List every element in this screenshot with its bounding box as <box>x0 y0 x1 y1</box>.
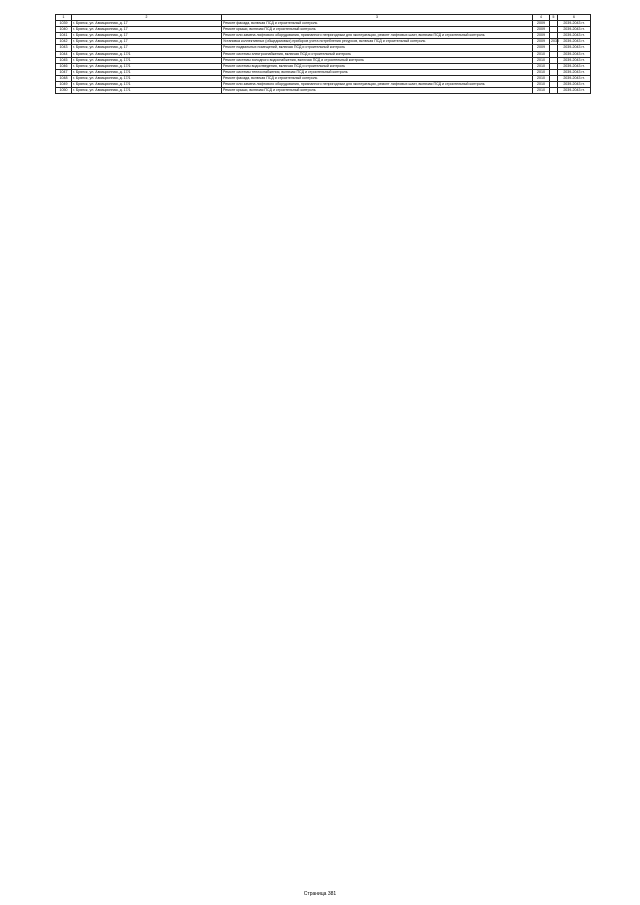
repair-period-cell: 2039-2043 гг. <box>558 69 591 75</box>
address-cell: г. Брянск, ул. Авиационная, д. 17 <box>72 39 222 45</box>
repair-period-cell: 2039-2043 гг. <box>558 33 591 39</box>
repair-period-cell: 2039-2043 гг. <box>558 27 591 33</box>
address-cell: г. Брянск, ул. Авиационная, д. 17/1 <box>72 82 222 88</box>
row-number-cell: 1049 <box>56 82 72 88</box>
address-cell: г. Брянск, ул. Авиационная, д. 17/1 <box>72 88 222 94</box>
work-type-cell: Ремонт крыши, включая ПСД и строительный контроль <box>222 88 533 94</box>
row-number-cell: 1047 <box>56 69 72 75</box>
column-number-cell: 6 <box>558 15 591 21</box>
column-number-cell: 5 <box>550 15 558 21</box>
address-cell: г. Брянск, ул. Авиационная, д. 17/1 <box>72 57 222 63</box>
capital-repair-register-table <box>55 14 591 94</box>
table-row <box>56 88 591 94</box>
row-number-cell: 1044 <box>56 51 72 57</box>
row-number-cell: 1048 <box>56 75 72 81</box>
address-cell: г. Брянск, ул. Авиационная, д. 17/1 <box>72 51 222 57</box>
year-cell: 2009 <box>533 33 550 39</box>
register-sheet <box>55 14 590 94</box>
repair-period-cell: 2039-2043 гг. <box>558 63 591 69</box>
row-number-cell: 1042 <box>56 39 72 45</box>
work-type-cell: Ремонт системы теплоснабжения, включая ПСД и строительный контроль <box>222 69 533 75</box>
work-type-cell: Ремонт фасада, включая ПСД и строительный контроль <box>222 75 533 81</box>
address-cell: г. Брянск, ул. Авиационная, д. 17/1 <box>72 69 222 75</box>
year-cell: 2010 <box>533 57 550 63</box>
repair-period-cell: 2039-2043 гг. <box>558 88 591 94</box>
address-cell: г. Брянск, ул. Авиационная, д. 17/1 <box>72 75 222 81</box>
year-cell: 2009 <box>533 27 550 33</box>
page-number-footer: Страница 381 <box>303 891 337 897</box>
work-type-cell: Ремонт крыши, включая ПСД и строительный контроль <box>222 27 533 33</box>
row-number-cell: 1050 <box>56 88 72 94</box>
repair-period-cell: 2039-2043 гг. <box>558 82 591 88</box>
repair-period-cell: 2039-2043 гг. <box>558 51 591 57</box>
work-type-cell: Ремонт системы холодного водоснабжения, включая ПСД и строительный контроль <box>222 57 533 63</box>
address-cell: г. Брянск, ул. Авиационная, д. 17 <box>72 45 222 51</box>
repair-period-cell: 2039-2043 гг. <box>558 75 591 81</box>
repair-period-cell: 2039-2043 гг. <box>558 39 591 45</box>
work-type-cell: Ремонт подвальных помещений, включая ПСД и строительный контроль <box>222 45 533 51</box>
column-number-cell: 1 <box>56 15 72 21</box>
year-cell: 2009 <box>533 21 550 27</box>
column-number-cell: 4 <box>533 15 550 21</box>
address-cell: г. Брянск, ул. Авиационная, д. 17 <box>72 21 222 27</box>
column-number-cell: 3 <box>222 15 533 21</box>
work-type-cell: Ремонт или замена лифтового оборудования, признанного непригодным для эксплуатации, ремонт лифтовых шахт, включая ПСД и строительный контроль <box>222 33 533 39</box>
year-cell: 2009 <box>533 45 550 51</box>
repair-period-cell: 2039-2043 гг. <box>558 57 591 63</box>
planned-year-cell <box>550 88 558 94</box>
work-type-cell: Ремонт системы водоотведения, включая ПСД и строительный контроль <box>222 63 533 69</box>
work-type-cell: Установка коллективных (общедомовых) приборов учета потребления ресурсов, включая ПСД и строительный контроль <box>222 39 533 45</box>
planned-year-cell: 2030 <box>551 39 559 44</box>
repair-period-cell: 2039-2043 гг. <box>558 45 591 51</box>
address-cell: г. Брянск, ул. Авиационная, д. 17 <box>72 33 222 39</box>
work-type-cell: Ремонт или замена лифтового оборудования, признанного непригодным для эксплуатации, ремонт лифтовых шахт, включая ПСД и строительный контроль <box>222 82 533 88</box>
work-type-cell: Ремонт системы электроснабжения, включая ПСД и строительный контроль <box>222 51 533 57</box>
work-type-cell: Ремонт фасада, включая ПСД и строительный контроль <box>222 21 533 27</box>
row-number-cell: 1040 <box>56 27 72 33</box>
year-cell: 2010 <box>533 75 550 81</box>
row-number-cell: 1039 <box>56 21 72 27</box>
address-cell: г. Брянск, ул. Авиационная, д. 17 <box>72 27 222 33</box>
register-table-body <box>56 15 591 94</box>
year-cell: 2009 <box>533 39 550 45</box>
year-cell: 2010 <box>533 63 550 69</box>
year-cell: 2010 <box>533 69 550 75</box>
row-number-cell: 1041 <box>56 33 72 39</box>
column-number-cell: 2 <box>72 15 222 21</box>
row-number-cell: 1046 <box>56 63 72 69</box>
repair-period-cell: 2039-2043 гг. <box>558 21 591 27</box>
year-cell: 2010 <box>533 88 550 94</box>
row-number-cell: 1045 <box>56 57 72 63</box>
row-number-cell: 1043 <box>56 45 72 51</box>
year-cell: 2010 <box>533 51 550 57</box>
address-cell: г. Брянск, ул. Авиационная, д. 17/1 <box>72 63 222 69</box>
year-cell: 2010 <box>533 82 550 88</box>
